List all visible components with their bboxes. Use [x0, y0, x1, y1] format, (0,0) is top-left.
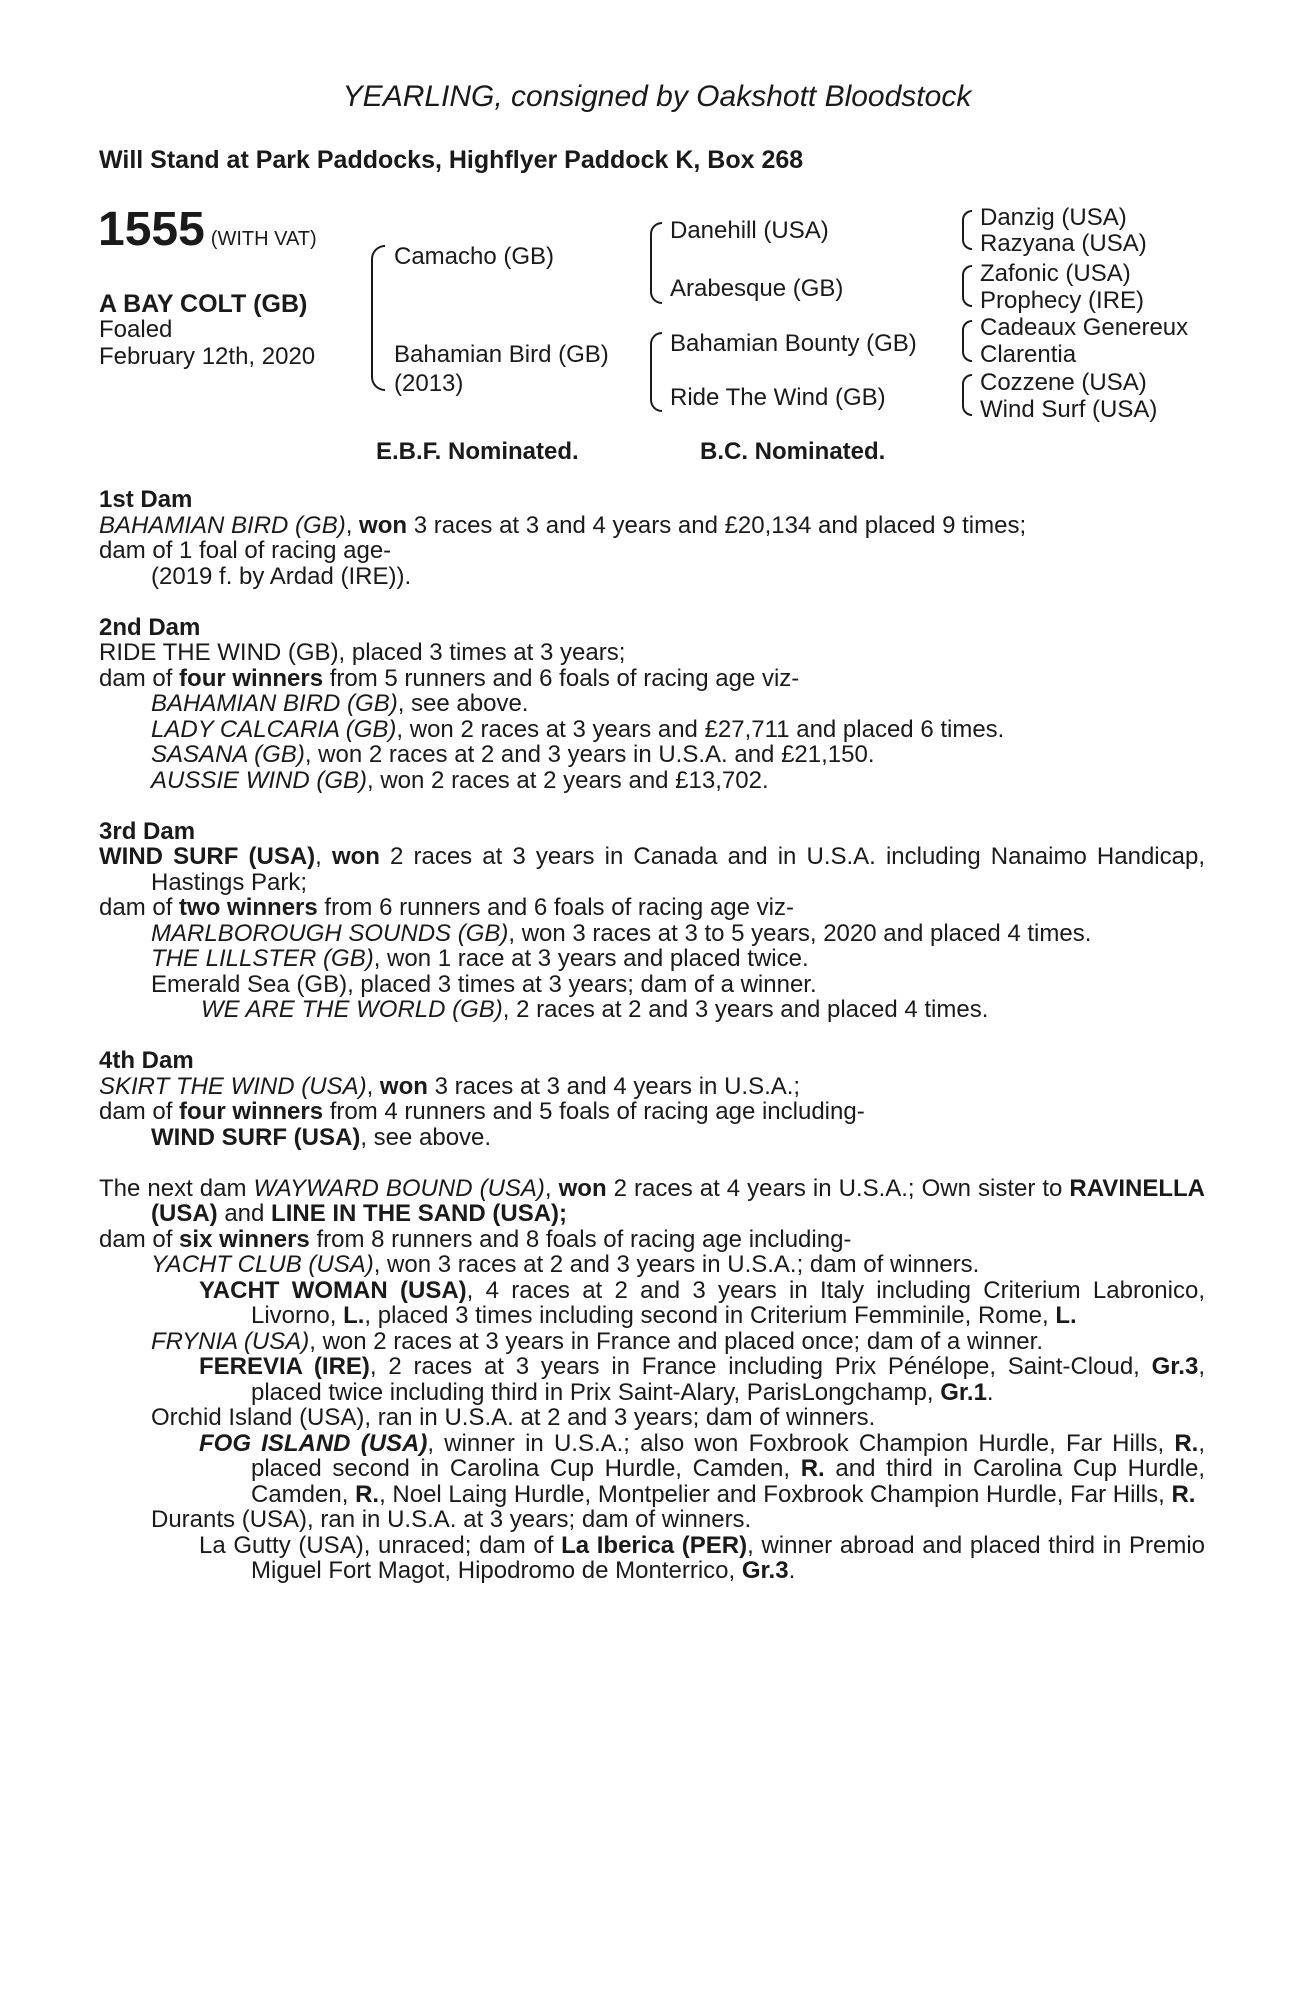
pedigree-sire-dam: Arabesque (GB)	[670, 275, 844, 302]
group-marker: Gr.3	[1151, 1353, 1199, 1380]
winners-count: four winners	[179, 1098, 324, 1125]
dam-of-text: dam of	[99, 664, 180, 692]
next-dam-line	[99, 1176, 1205, 1227]
progeny-name: AUSSIE WIND (GB)	[151, 766, 368, 794]
progeny-line: Emerald Sea (GB), placed 3 times at 3 years; dam of a winner.	[151, 970, 817, 998]
progeny-line: Durants (USA), ran in U.S.A. at 3 years; dam of winners.	[151, 1506, 752, 1533]
progeny-record: , won 3 races at 2 and 3 years in U.S.A.; dam of winners.	[373, 1251, 980, 1278]
first-dam-dam-of: dam of 1 foal of racing age-	[99, 537, 392, 564]
first-dam-record: 3 races at 3 and 4 years and £20,134 and placed 9 times;	[407, 511, 1027, 539]
catalogue-header: YEARLING, consigned by Oakshott Bloodstock	[342, 80, 972, 113]
pedigree-sire-sire: Danehill (USA)	[670, 217, 829, 244]
winners-count: six winners	[179, 1225, 310, 1253]
progeny-name: WE ARE THE WORLD (GB)	[201, 996, 503, 1023]
progeny-record: , won 2 races at 3 years in France and placed once; dam of a winner.	[309, 1327, 1043, 1355]
progeny-line	[99, 717, 1205, 743]
fourth-dam-name: SKIRT THE WIND (USA)	[99, 1072, 367, 1100]
pedigree-dam-dam: Ride The Wind (GB)	[670, 384, 886, 411]
progeny-name: LADY CALCARIA (GB)	[151, 715, 397, 743]
progeny-line	[99, 1125, 1205, 1151]
dam-of-text: from 6 runners and 6 foals of racing age viz-	[317, 894, 794, 921]
progeny-record: , won 2 races at 2 and 3 years in U.S.A. and £21,150.	[304, 741, 875, 768]
progeny-record: , placed second in Carolina Cup Hurdle, Camden,	[251, 1429, 1205, 1482]
winners-count: two winners	[179, 894, 318, 921]
foaled-info	[99, 316, 315, 370]
progeny-line	[99, 946, 1205, 972]
dam-of-text: from 5 runners and 6 foals of racing age viz-	[323, 664, 800, 692]
third-dam-line	[99, 844, 1205, 895]
progeny-record: , 2 races at 2 and 3 years and placed 4 times.	[502, 996, 989, 1023]
progeny-name: MARLBOROUGH SOUNDS (GB)	[151, 919, 509, 947]
race-marker: R.	[1171, 1480, 1196, 1508]
third-dam-heading: 3rd Dam	[99, 817, 196, 845]
pedigree-brace-g78	[962, 374, 972, 416]
pedigree-ancestor-7: Cozzene (USA)	[980, 369, 1147, 396]
progeny-line	[99, 1354, 1205, 1405]
progeny-line: Orchid Island (USA), ran in U.S.A. at 2 and 3 years; dam of winners.	[151, 1404, 876, 1431]
progeny-name: YACHT CLUB (USA)	[151, 1251, 374, 1278]
pedigree-dam: Bahamian Bird (GB)	[394, 341, 609, 368]
third-dam-dam-of	[99, 895, 1205, 921]
progeny-record: and third in Carolina Cup Hurdle, Camden,	[251, 1455, 1205, 1508]
third-dam-record: 2 races at 3 years in Canada and in U.S.A. including Nanaimo Handicap, Hastings Park;	[151, 843, 1205, 896]
next-dam-comma: ,	[544, 1174, 559, 1202]
progeny-line	[99, 997, 1205, 1023]
sister-name: LINE IN THE SAND (USA)	[271, 1200, 560, 1227]
progeny-line	[99, 1329, 1205, 1355]
progeny-name: FRYNIA (USA)	[151, 1327, 310, 1355]
progeny-name: FEREVIA (IRE)	[199, 1353, 370, 1380]
progeny-name: WIND SURF (USA)	[151, 1123, 361, 1151]
dam-of-text: dam of	[99, 1098, 180, 1125]
pedigree-brace-dam	[650, 332, 662, 412]
pedigree-ancestor-6: Clarentia	[980, 341, 1077, 368]
dam-of-text: from 4 runners and 5 foals of racing age including-	[323, 1098, 865, 1125]
progeny-line	[99, 742, 1205, 768]
lot-number-block	[98, 202, 317, 257]
lot-number: 1555	[98, 203, 205, 256]
first-dam-foal: (2019 f. by Ardad (IRE)).	[151, 562, 412, 590]
next-dam-intro: The next dam	[99, 1174, 254, 1202]
progeny-record: , see above.	[397, 690, 529, 717]
pedigree-ancestor-8: Wind Surf (USA)	[980, 396, 1158, 423]
fourth-dam-comma: ,	[366, 1072, 380, 1100]
progeny-record: , placed twice including third in Prix Saint-Alary, ParisLongchamp,	[251, 1353, 1205, 1406]
pedigree-ancestor-2: Razyana (USA)	[980, 230, 1147, 257]
pedigree-dam-sire: Bahamian Bounty (GB)	[670, 330, 917, 357]
progeny-line	[99, 691, 1205, 717]
fourth-dam-heading: 4th Dam	[99, 1047, 194, 1074]
progeny-record: , see above.	[360, 1123, 492, 1151]
progeny-record: .	[788, 1557, 796, 1584]
listed-marker: L.	[1055, 1302, 1077, 1329]
first-dam-won: won	[359, 511, 408, 539]
lot-description: A BAY COLT (GB)	[99, 290, 308, 318]
pedigree-sire: Camacho (GB)	[394, 243, 555, 270]
third-dam-comma: ,	[315, 843, 332, 870]
vat-label: (WITH VAT)	[210, 228, 317, 250]
progeny-line	[99, 1533, 1205, 1584]
progeny-name: SASANA (GB)	[151, 741, 305, 768]
progeny-name: FOG ISLAND (USA)	[199, 1429, 428, 1457]
second-dam-dam-of	[99, 666, 1205, 692]
foaled-label: Foaled	[99, 316, 173, 343]
third-dam-won: won	[331, 843, 380, 870]
progeny-name: BAHAMIAN BIRD (GB)	[151, 690, 398, 717]
fourth-dam-line	[99, 1074, 1205, 1100]
pedigree-ancestor-4: Prophecy (IRE)	[980, 287, 1145, 314]
group-marker: Gr.3	[741, 1557, 789, 1584]
fourth-dam-record: 3 races at 3 and 4 years in U.S.A.;	[427, 1072, 801, 1100]
pedigree-brace-main	[371, 245, 385, 391]
second-dam-heading: 2nd Dam	[99, 613, 201, 641]
progeny-record: , winner in U.S.A.; also won Foxbrook Champion Hurdle, Far Hills,	[427, 1429, 1175, 1457]
semicolon: ;	[559, 1200, 568, 1227]
progeny-line	[99, 768, 1205, 794]
fourth-dam-won: won	[379, 1072, 428, 1100]
second-dam-line: RIDE THE WIND (GB), placed 3 times at 3 years;	[99, 639, 626, 666]
progeny-name: La Iberica (PER)	[561, 1531, 748, 1559]
listed-marker: L.	[343, 1302, 365, 1329]
race-marker: R.	[1174, 1429, 1199, 1457]
first-dam-name: BAHAMIAN BIRD (GB)	[99, 511, 346, 539]
first-dam-line: BAHAMIAN BIRD (GB), won 3 races at 3 and 4 years and £20,134 and placed 9 times;	[99, 511, 1027, 539]
next-dam-dam-of	[99, 1227, 1205, 1253]
progeny-record: , 4 races at 2 and 3 years in Italy including Criterium Labronico, Livorno,	[251, 1276, 1205, 1329]
next-dam-record: 2 races at 4 years in U.S.A.; Own sister to	[606, 1174, 1070, 1202]
group-marker: Gr.1	[940, 1378, 987, 1406]
pedigree-brace-sire	[650, 222, 662, 304]
stand-location: Will Stand at Park Paddocks, Highflyer Paddock K, Box 268	[99, 146, 804, 174]
dam-of-text: from 8 runners and 8 foals of racing age including-	[309, 1225, 852, 1253]
pedigree-brace-g34	[962, 265, 972, 307]
foaled-date: February 12th, 2020	[99, 343, 316, 370]
and-text: and	[217, 1200, 272, 1227]
progeny-line	[99, 921, 1205, 947]
progeny-record: , won 2 races at 2 years and £13,702.	[367, 766, 769, 794]
progeny-name: THE LILLSTER (GB)	[151, 945, 374, 972]
progeny-record: , won 1 race at 3 years and placed twice.	[373, 945, 809, 972]
progeny-record: , placed 3 times including second in Criterium Femminile, Rome,	[364, 1302, 1056, 1329]
dam-of-text: dam of	[99, 894, 180, 921]
progeny-line	[99, 1252, 1205, 1278]
progeny-name: YACHT WOMAN (USA)	[199, 1276, 467, 1304]
progeny-record: .	[986, 1378, 994, 1406]
progeny-record: , Noel Laing Hurdle, Montpelier and Foxbrook Champion Hurdle, Far Hills,	[379, 1480, 1172, 1508]
progeny-record: , won 2 races at 3 years and £27,711 and placed 6 times.	[396, 715, 1005, 743]
sister-name: RAVINELLA (USA)	[151, 1174, 1205, 1227]
pedigree-ancestor-3: Zafonic (USA)	[980, 260, 1131, 287]
produce-record	[99, 487, 1205, 1584]
race-marker: R.	[800, 1455, 825, 1482]
pedigree-brace-g12	[962, 210, 972, 250]
progeny-line	[99, 1278, 1205, 1329]
pedigree-brace-g56	[962, 320, 972, 362]
ebf-nomination: E.B.F. Nominated.	[376, 438, 579, 465]
pedigree-dam-year: (2013)	[394, 370, 464, 397]
progeny-record: , 2 races at 3 years in France including Prix Pénélope, Saint-Cloud,	[369, 1353, 1152, 1380]
next-dam-name: WAYWARD BOUND (USA)	[253, 1174, 545, 1202]
third-dam-name: WIND SURF (USA)	[99, 843, 316, 870]
progeny-line	[99, 1431, 1205, 1508]
progeny-record: , winner abroad and placed third in Premio Miguel Fort Magot, Hipodromo de Monterrico,	[251, 1531, 1205, 1584]
progeny-record: , won 3 races at 3 to 5 years, 2020 and placed 4 times.	[508, 919, 1092, 947]
race-marker: R.	[355, 1480, 380, 1508]
winners-count: four winners	[179, 664, 324, 692]
pedigree-ancestor-1: Danzig (USA)	[980, 204, 1127, 231]
progeny-record: La Gutty (USA), unraced; dam of	[199, 1531, 562, 1559]
pedigree-ancestor-5: Cadeaux Genereux	[980, 314, 1189, 341]
bc-nomination: B.C. Nominated.	[700, 438, 886, 465]
fourth-dam-dam-of	[99, 1099, 1205, 1125]
first-dam-heading: 1st Dam	[99, 486, 193, 513]
dam-of-text: dam of	[99, 1225, 180, 1253]
next-dam-won: won	[558, 1174, 607, 1202]
